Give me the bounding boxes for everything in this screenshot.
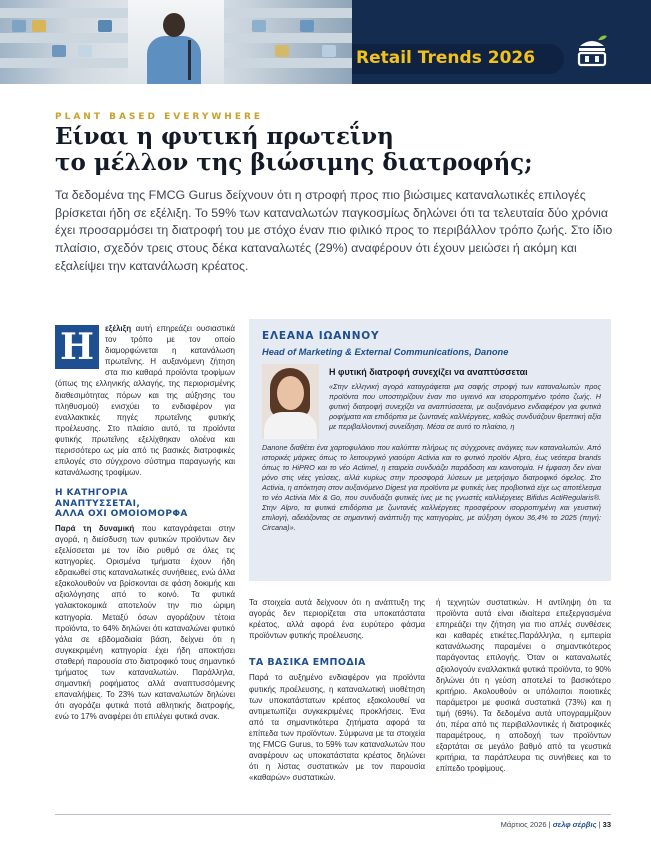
body-column-2 xyxy=(249,597,425,783)
quote-text-part2: Danone διαθέτει ένα χαρτοφυλάκιο που καλύπτει πλήρως τις σύγχρονες ανάγκες των καταναλωτών. Από ιστορικές μάρκες όπως το λειτουργικό γιαούρτι Activia και το φυτικό προϊόν Alpro, έως νεότερα brands όπως το HiPRO και το νέο Actimel, η εταιρεία συνδυάζει παράδοση και καινοτομία. Η έμφαση δεν είναι μόνο στις νέες γεύσεις, αλλά κυρίως στην προσφορά λύσεων με μετρήσιμο διατροφικό όφελος. Στο Activia, η απόκτηση στον αυξανόμενο Digest για προϊόντα με φυτικές ίνες προβιοτικά είχε ως αποτέλεσμα το νέο Activia Mix & Go, που συνδυάζει φυτικές ίνες με τις γνωστές καλλιέργειες Bifidus ActiRegularis®. Στην Alpro, τα φυτικά επιδόρπια με ζωντανές καλλιέργειες προσφέρουν ισορροπημένη και γευστική επιλογή, αδειάζοντας σε σημαντική ανάπτυξη της κατηγορίας, με αύξηση όγκου 36,4% το 2025 (πηγή: Circana)». xyxy=(262,443,601,532)
exec-name: ΕΛΕΑΝΑ ΙΩΑΝΝΟΥ xyxy=(262,330,380,342)
body-column-3 xyxy=(436,597,611,775)
exec-role: Head of Marketing & External Communications, Danone xyxy=(262,347,509,357)
quote-text-part1: «Στην ελληνική αγορά καταγράφεται μια σαφής στροφή των καταναλωτών προς προϊόντα που υποστηρίζουν έναν πιο υγιεινό και ισορροπημένο τρόπο ζωής. Η φυτική διατροφή συνεχίζει να αναπτύσσεται, με αυξανόμενο ενδιαφέρον για φυτικά ροφήματα και επιδόρπια με ζωντανές καλλιέργειες, καθώς συνδυάζουν θρεπτική αξία με περιβαλλοντική συνείδηση. Μέσα σε αυτό το πλαίσιο, η xyxy=(329,382,601,431)
issue-date: Μάρτιος 2026 xyxy=(500,820,547,829)
article-kicker: PLANT BASED EVERYWHERE xyxy=(55,112,264,122)
article-title xyxy=(55,124,595,176)
barriers-paragraph: Παρά το αυξημένο ενδιαφέρον για προϊόντα φυτικής προέλευσης, η καταναλωτική υιοθέτηση των υποκατάστατων κρέατος εξακολουθεί να αντιμετωπίζει συγκεκριμένες προκλήσεις. Ένα από τα σημαντικότερα ζητήματα αφορά τα επίπεδα των προϊόντων. Σύμφωνα με τα στοιχεία της FMCG Gurus, το 59% των καταναλωτών που αναφέρουν ως υποκατάστατα κρέατος δηλώνει ότι η λίστας συστατικών με τον παρουσία «καθαρών» συστατικών. xyxy=(249,673,425,783)
title-line-2: το μέλλον της βιώσιμης διατροφής; xyxy=(55,149,533,176)
shopper-figure xyxy=(147,36,201,84)
executive-quote-box xyxy=(249,319,611,581)
quote-title: Η φυτική διατροφή συνεχίζει να αναπτύσσεται xyxy=(329,367,528,377)
page-number: 33 xyxy=(602,820,611,829)
drop-cap: Η xyxy=(55,325,99,369)
category-paragraph: Παρά τη δυναμική που καταγράφεται στην αγορά, η διείσδυση των φυτικών προϊόντων δεν εξελίσσεται με τον ίδιο ρυθμό σε όλες τις κατηγορίες. Ορισμένα τμήματα έχουν ήδη εδραιωθεί στις καταναλωτικές συνήθειες, ενώ άλλα εξακολουθούν να βρίσκονται σε φάση δοκιμής και αξιολόγησης από το κοινό. Τα φυτικά γαλακτοκομικά αποτελούν την πιο ώριμη κατηγορία. Μεταξύ όσων αγοράζουν τέτοια προϊόντα, το 64% δηλώνει ότι καταναλώνει φυτικό γάλα σε εβδομαδιαία βάση, δείχνει ότι η συγκεκριμένη κατηγορία έχει ήδη αποκτήσει σταθερή παρουσία στο διατροφικό τους σημαντικό τμήματος των καταναλωτών. Παράλληλα, σημαντική ροφήματος αλλά αναπτυσσόμενης επαναλήψεις. Το 23% των καταναλωτών δηλώνει ότι αγοράζει φυτικά ποτά αθλητικής διατροφής, ενώ το 17% αναφέρει ότι επιλέγει φυτικά σνακ. xyxy=(55,523,235,722)
title-line-1: Είναι η φυτική πρωτεΐνη xyxy=(55,123,394,150)
article-lead: Τα δεδομένα της FMCG Gurus δείχνουν ότι η στροφή προς πιο βιώσιμες καταναλωτικές επιλογές βρίσκεται ήδη σε εξέλιξη. Το 59% των καταναλωτών παγκοσμίως δηλώνει ότι τα τελευταία δύο χρόνια έχει προσαρμόσει τη διατροφή του με στόχο έναν πιο φιλικό προς το περιβάλλον τρόπο ζωής. Στο ίδιο πλαίσιο, σχεδόν τρεις στους δέκα καταναλωτές (29%) αναφέρουν ότι έχουν μειώσει ή ακόμη και εξαλείψει την κατανάλωση κρέατος. xyxy=(55,188,613,273)
footer-rule xyxy=(55,814,611,815)
magazine-name: σελφ σέρβις xyxy=(552,820,597,829)
taste-paragraph: ή τεχνητών συστατικών. Η αντίληψη ότι τα προϊόντα αυτά είναι ιδιαίτερα επεξεργασμένα επηρεάζει την ζήτηση για πιο απλές συνθέσεις και καθαρές ετικέτες.Παράλληλα, η εμπειρία κατανάλωσης παραμένει ο σημαντικότερος παράγοντας επιλογής. Όταν οι καταναλωτές αξιολογούν εναλλακτικά φυτικά προϊόντα, το 90% δηλώνει ότι η γεύση αποτελεί το βασικότερο κριτήριο. Ακολουθούν οι υπόλοιποι ποιοτικές παράμετροι με φυσικά συστατικά (73%) και η τιμή (69%). Τα δεδομένα αυτά υπογραμμίζουν ότι, πέρα από τις περιβαλλοντικές ή διατροφικές παραμέτρους, η αποδοχή των προϊόντων εξαρτάται σε μεγάλο βαθμό από τα γευστικά κριτήρια, τα παράπλευρα τις συνήθειες και το επίπεδο τροφίμους. xyxy=(436,598,611,774)
supermarket-aisle-photo xyxy=(0,0,352,84)
header-banner xyxy=(0,0,651,84)
summary-paragraph: Τα στοιχεία αυτά δείχνουν ότι η ανάπτυξη της αγοράς δεν περιορίζεται στα υποκατάστατα κρέατος, αλλά αφορά ένα ευρύτερο φάσμα προϊόντων φυτικής προέλευσης. xyxy=(249,598,425,641)
section-subhead-category: Η ΚΑΤΗΓΟΡΙΑ ΑΝΑΠΤΥΣΣΕΤΑΙ, ΑΛΛΑ ΟΧΙ ΟΜΟΙΟΜΟΡΦΑ xyxy=(55,488,188,520)
page-footer: Μάρτιος 2026 | σελφ σέρβις | 33 xyxy=(500,820,611,829)
intro-paragraph: εξέλιξη αυτή επηρεάζει ουσιαστικά τον τρόπο με τον οποίο διαμορφώνεται η κατανάλωση πρωτεΐνης. Η αυξανόμενη ζήτηση στα πιο καθαρά προϊόντα τροφίμων (όπως της ελληνικής αλλαγής, της περιορισμένης διαθεσιμότητας πόρων και της αύξησης του πληθυσμού) ενισχύει το ενδιαφέρον για εναλλακτικές πηγές πρωτεΐνης φυτικής προέλευσης. Στο πλαίσιο αυτό, τα προϊόντα φυτικής πρωτεΐνης εξελίχθηκαν ολοένα και περισσότερο ως μία από τις βασικές διατροφικές επιλογές στο σύγχρονο σύστημα παραγωγής και κατανάλωσης τροφίμων. xyxy=(55,324,235,478)
section-title: Retail Trends 2026 xyxy=(356,48,536,68)
section-subhead-barriers: ΤΑ ΒΑΣΙΚΑ ΕΜΠΟΔΙΑ xyxy=(249,657,366,669)
store-basket-icon xyxy=(570,30,614,74)
body-column-1 xyxy=(55,323,235,723)
exec-portrait xyxy=(262,364,319,439)
